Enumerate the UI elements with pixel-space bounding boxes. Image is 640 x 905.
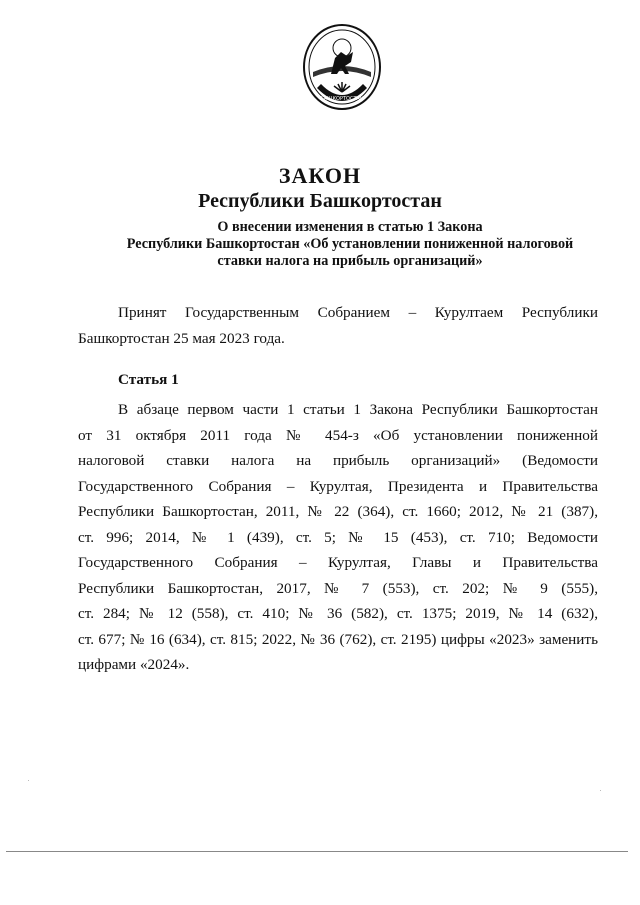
law-title: ЗАКОН: [278, 163, 362, 188]
scan-speck: [28, 780, 29, 781]
law-subtitle: Республики Башкортостан: [198, 190, 442, 212]
paragraph-line: от 31 октября 2011 года № 454-з «Об установлении пониженной: [78, 426, 598, 444]
paragraph-line: Республики Башкортостан, 2017, № 7 (553), ст. 202; № 9 (555),: [78, 579, 598, 597]
paragraph-line: ст. 677; № 16 (634), ст. 815; 2022, № 36 (762), ст. 2195) цифры «2023» заменить: [78, 630, 598, 648]
paragraph-line: Государственного Собрания – Курултая, Президента и Правительства: [78, 477, 598, 495]
paragraph-line: цифрами «2024».: [78, 656, 190, 673]
paragraph-line: ст. 996; 2014, № 1 (439), ст. 5; № 15 (453), ст. 710; Ведомости: [78, 528, 598, 546]
paragraph-line: налоговой ставки налога на прибыль организаций» (Ведомости: [78, 452, 598, 469]
bottom-divider: [6, 851, 628, 852]
article-heading: Статья 1: [118, 371, 179, 388]
emblem-ribbon-text: БАШКОРТОСТАН: [320, 96, 364, 102]
paragraph-line: Принят Государственным Собранием – Курултаем Республики: [118, 304, 598, 321]
paragraph-line: В абзаце первом части 1 статьи 1 Закона Республики Башкортостан: [118, 401, 598, 418]
scan-speck: [600, 790, 601, 791]
paragraph-line: Башкортостан 25 мая 2023 года.: [78, 329, 285, 347]
law-name-line: Республики Башкортостан «Об установлении пониженной налоговой: [126, 236, 574, 252]
law-name-line: ставки налога на прибыль организаций»: [217, 253, 483, 269]
law-name-line: О внесении изменения в статью 1 Закона: [217, 219, 483, 235]
adoption-paragraph: [78, 300, 598, 351]
paragraph-line: ст. 284; № 12 (558), ст. 410; № 36 (582), ст. 1375; 2019, № 14 (632),: [78, 605, 598, 622]
bashkortostan-emblem-icon: [301, 22, 383, 116]
paragraph-line: Республики Башкортостан, 2011, № 22 (364), ст. 1660; 2012, № 21 (387),: [78, 503, 598, 520]
article-body: [78, 397, 598, 678]
paragraph-line: Государственного Собрания – Курултая, Главы и Правительства: [78, 554, 598, 571]
